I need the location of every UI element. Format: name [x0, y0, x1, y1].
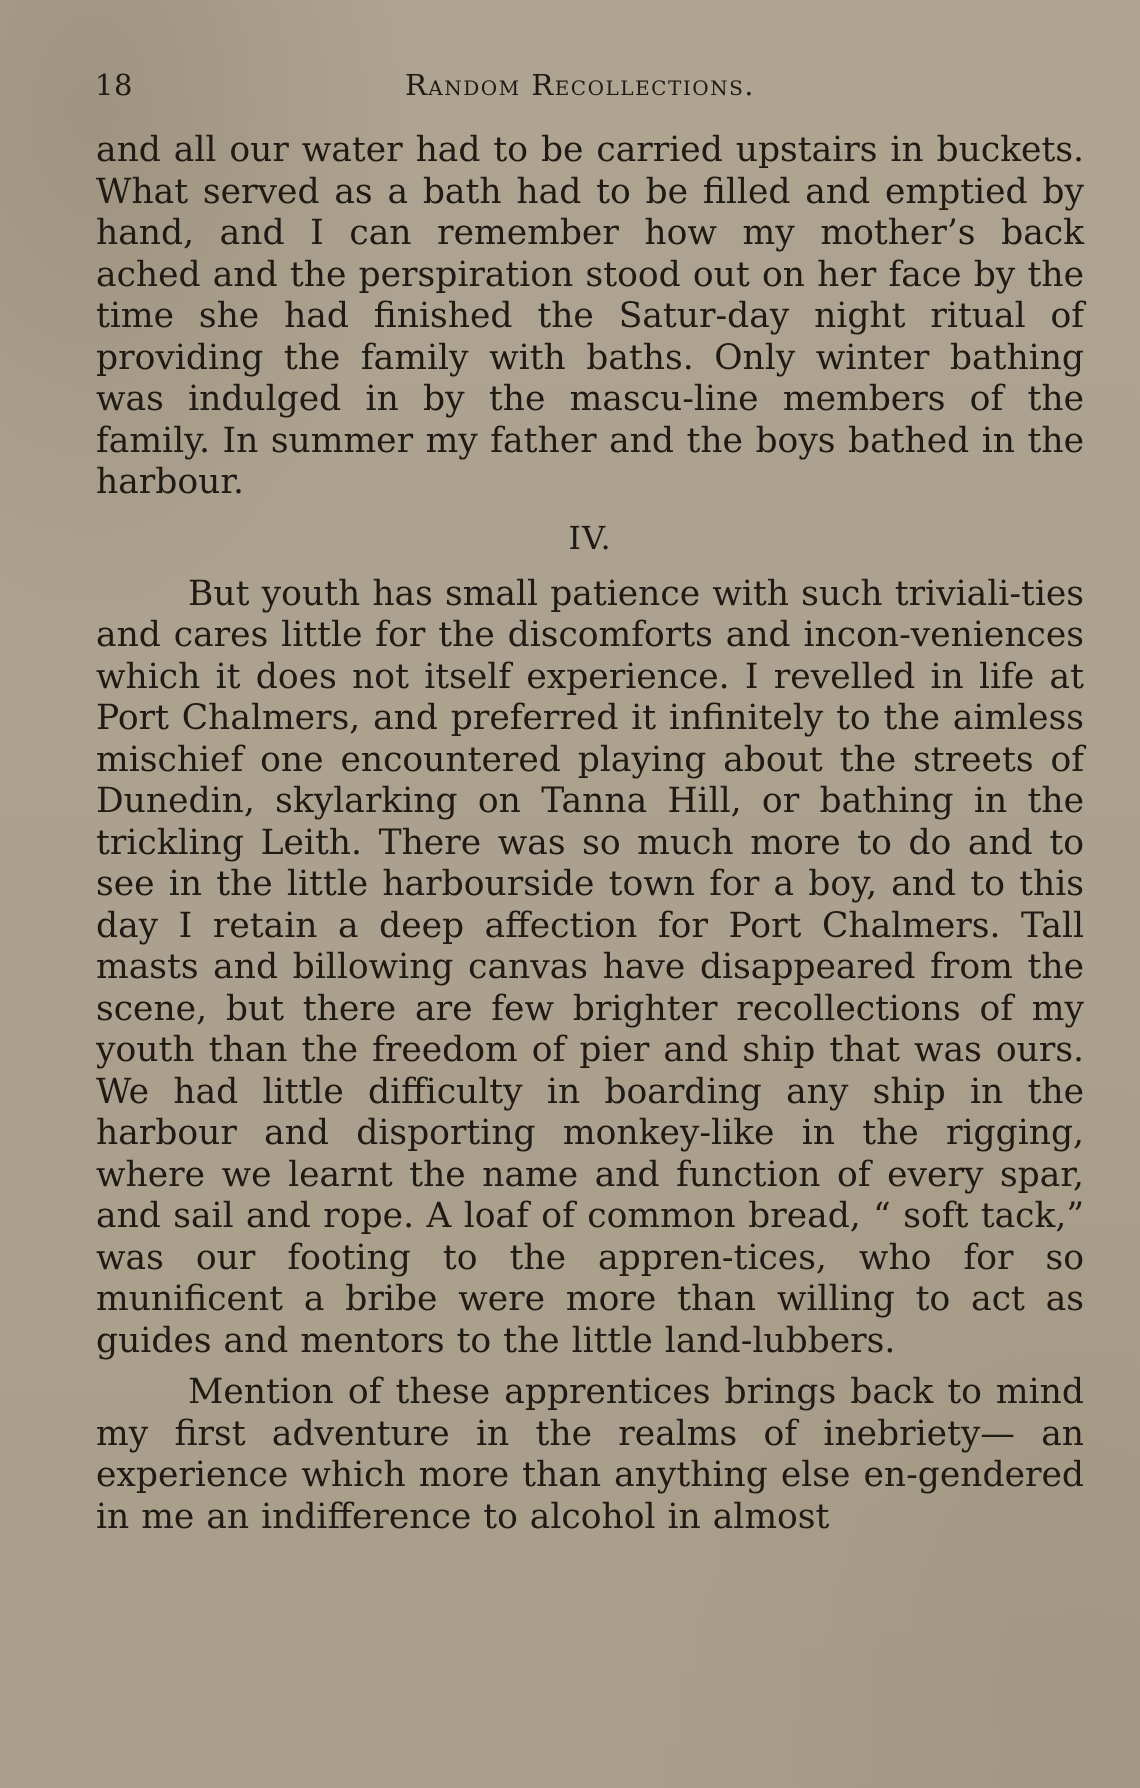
body-text	[96, 130, 1084, 1538]
page-number: 18	[95, 68, 133, 102]
paragraph-1: and all our water had to be carried upstairs in buckets. What served as a bath had to be filled and emptied by hand, and I can remember how my mother’s back ached and the perspiration stood out on her face by the time she had finished the Satur-day night ritual of providing the family with baths. Only winter bathing was indulged in by the mascu-line members of the family. In summer my father and the boys bathed in the harbour.	[96, 130, 1084, 502]
paragraph-gap	[96, 1362, 1084, 1372]
paragraph-2: But youth has small patience with such triviali-ties and cares little for the discomforts and incon-veniences which it does not itself experience. I revelled in life at Port Chalmers, and preferred it infinitely to the aimless mischief one encountered playing about the streets of Dunedin, skylarking on Tanna Hill, or bathing in the trickling Leith. There was so much more to do and to see in the little harbourside town for a boy, and to this day I retain a deep affection for Port Chalmers. Tall masts and billowing canvas have disappeared from the scene, but there are few brighter recollections of my youth than the freedom of pier and ship that was ours. We had little difficulty in boarding any ship in the harbour and disporting monkey-like in the rigging, where we learnt the name and function of every spar, and sail and rope. A loaf of common bread, “ soft tack,” was our footing to the appren-tices, who for so munificent a bribe were more than willing to act as guides and mentors to the little land-lubbers.	[96, 573, 1084, 1361]
section-heading: IV.	[568, 518, 612, 557]
paragraph-3: Mention of these apprentices brings back to mind my first adventure in the realms of inebriety— an experience which more than anything else en-gendered in me an indifference to alcohol in almost	[96, 1372, 1084, 1537]
running-title: Random Recollections.	[404, 68, 756, 102]
page-header	[95, 68, 1065, 112]
